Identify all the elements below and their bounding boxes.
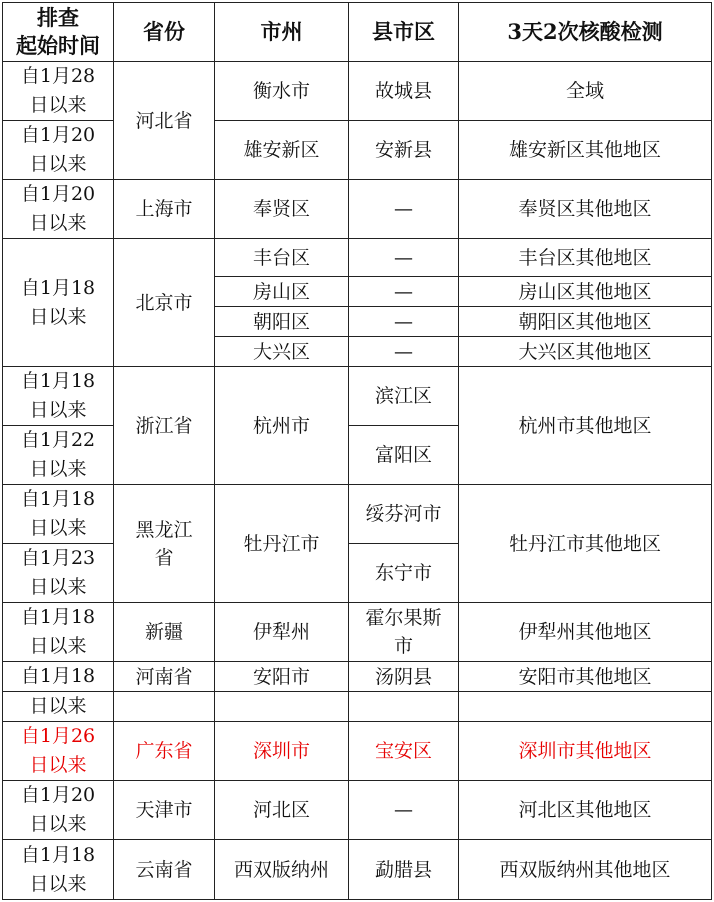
county-cell: 绥芬河市 bbox=[349, 485, 459, 544]
header-start-time: 排查 起始时间 bbox=[3, 3, 114, 62]
county-cell: — bbox=[349, 337, 459, 367]
county-cell: — bbox=[349, 277, 459, 307]
start-time-cell: 自1月23 日以来 bbox=[3, 544, 114, 603]
test-area-cell: 大兴区其他地区 bbox=[459, 337, 712, 367]
province-cell: 河北省 bbox=[114, 62, 215, 180]
test-area-cell: 奉贤区其他地区 bbox=[459, 180, 712, 239]
table-row bbox=[3, 180, 712, 239]
start-time-cell: 自1月18 日以来 bbox=[3, 840, 114, 900]
header-row bbox=[3, 3, 712, 62]
table-row bbox=[3, 603, 712, 662]
province-cell: 黑龙江 省 bbox=[114, 485, 215, 603]
table-row bbox=[3, 121, 712, 180]
test-area-cell: 牡丹江市其他地区 bbox=[459, 485, 712, 603]
test-area-cell: 西双版纳州其他地区 bbox=[459, 840, 712, 900]
city-cell: 安阳市 bbox=[215, 662, 349, 692]
city-cell: 大兴区 bbox=[215, 337, 349, 367]
empty-cell bbox=[114, 692, 215, 722]
city-cell: 房山区 bbox=[215, 277, 349, 307]
county-cell: 宝安区 bbox=[349, 722, 459, 781]
start-time-cell: 自1月20 日以来 bbox=[3, 781, 114, 840]
province-cell: 浙江省 bbox=[114, 367, 215, 485]
start-time-cell: 自1月18 日以来 bbox=[3, 603, 114, 662]
province-cell: 广东省 bbox=[114, 722, 215, 781]
test-area-cell: 雄安新区其他地区 bbox=[459, 121, 712, 180]
test-area-cell: 丰台区其他地区 bbox=[459, 239, 712, 277]
test-area-cell: 伊犁州其他地区 bbox=[459, 603, 712, 662]
start-time-cell: 自1月20 日以来 bbox=[3, 180, 114, 239]
test-area-cell: 深圳市其他地区 bbox=[459, 722, 712, 781]
nucleic-acid-test-table bbox=[2, 2, 712, 900]
city-cell: 杭州市 bbox=[215, 367, 349, 485]
start-time-cell: 自1月18 日以来 bbox=[3, 485, 114, 544]
city-cell: 西双版纳州 bbox=[215, 840, 349, 900]
city-cell: 朝阳区 bbox=[215, 307, 349, 337]
table-row bbox=[3, 485, 712, 544]
county-cell: 富阳区 bbox=[349, 426, 459, 485]
table-row bbox=[3, 662, 712, 692]
test-area-cell: 房山区其他地区 bbox=[459, 277, 712, 307]
header-county: 县市区 bbox=[349, 3, 459, 62]
start-time-cell: 自1月22 日以来 bbox=[3, 426, 114, 485]
city-cell: 雄安新区 bbox=[215, 121, 349, 180]
test-area-cell: 全域 bbox=[459, 62, 712, 121]
county-cell: — bbox=[349, 307, 459, 337]
city-cell: 深圳市 bbox=[215, 722, 349, 781]
start-time-cell: 自1月28 日以来 bbox=[3, 62, 114, 121]
start-time-cell: 自1月18 bbox=[3, 662, 114, 692]
province-cell: 河南省 bbox=[114, 662, 215, 692]
county-cell: 汤阴县 bbox=[349, 662, 459, 692]
table-row bbox=[3, 62, 712, 121]
county-cell: — bbox=[349, 781, 459, 840]
empty-cell bbox=[215, 692, 349, 722]
city-cell: 衡水市 bbox=[215, 62, 349, 121]
empty-cell bbox=[459, 692, 712, 722]
county-cell: 霍尔果斯 市 bbox=[349, 603, 459, 662]
city-cell: 丰台区 bbox=[215, 239, 349, 277]
county-cell: 安新县 bbox=[349, 121, 459, 180]
start-time-cell: 自1月18 日以来 bbox=[3, 239, 114, 367]
start-time-cell: 日以来 bbox=[3, 692, 114, 722]
table-row bbox=[3, 239, 712, 277]
test-area-cell: 河北区其他地区 bbox=[459, 781, 712, 840]
start-time-cell: 自1月26 日以来 bbox=[3, 722, 114, 781]
county-cell: — bbox=[349, 239, 459, 277]
city-cell: 河北区 bbox=[215, 781, 349, 840]
table-row bbox=[3, 781, 712, 840]
table-row bbox=[3, 367, 712, 426]
province-cell: 上海市 bbox=[114, 180, 215, 239]
start-time-cell: 自1月18 日以来 bbox=[3, 367, 114, 426]
county-cell: 故城县 bbox=[349, 62, 459, 121]
county-cell: 东宁市 bbox=[349, 544, 459, 603]
province-cell: 天津市 bbox=[114, 781, 215, 840]
test-area-cell: 杭州市其他地区 bbox=[459, 367, 712, 485]
test-area-cell: 安阳市其他地区 bbox=[459, 662, 712, 692]
county-cell: 滨江区 bbox=[349, 367, 459, 426]
table-row bbox=[3, 692, 712, 722]
start-time-cell: 自1月20 日以来 bbox=[3, 121, 114, 180]
test-area-cell: 朝阳区其他地区 bbox=[459, 307, 712, 337]
empty-cell bbox=[349, 692, 459, 722]
table-row bbox=[3, 840, 712, 900]
header-test-area: 3天2次核酸检测 bbox=[459, 3, 712, 62]
province-cell: 云南省 bbox=[114, 840, 215, 900]
table-row-highlighted bbox=[3, 722, 712, 781]
header-province: 省份 bbox=[114, 3, 215, 62]
county-cell: 勐腊县 bbox=[349, 840, 459, 900]
header-city: 市州 bbox=[215, 3, 349, 62]
county-cell: — bbox=[349, 180, 459, 239]
province-cell: 新疆 bbox=[114, 603, 215, 662]
province-cell: 北京市 bbox=[114, 239, 215, 367]
city-cell: 牡丹江市 bbox=[215, 485, 349, 603]
city-cell: 伊犁州 bbox=[215, 603, 349, 662]
city-cell: 奉贤区 bbox=[215, 180, 349, 239]
